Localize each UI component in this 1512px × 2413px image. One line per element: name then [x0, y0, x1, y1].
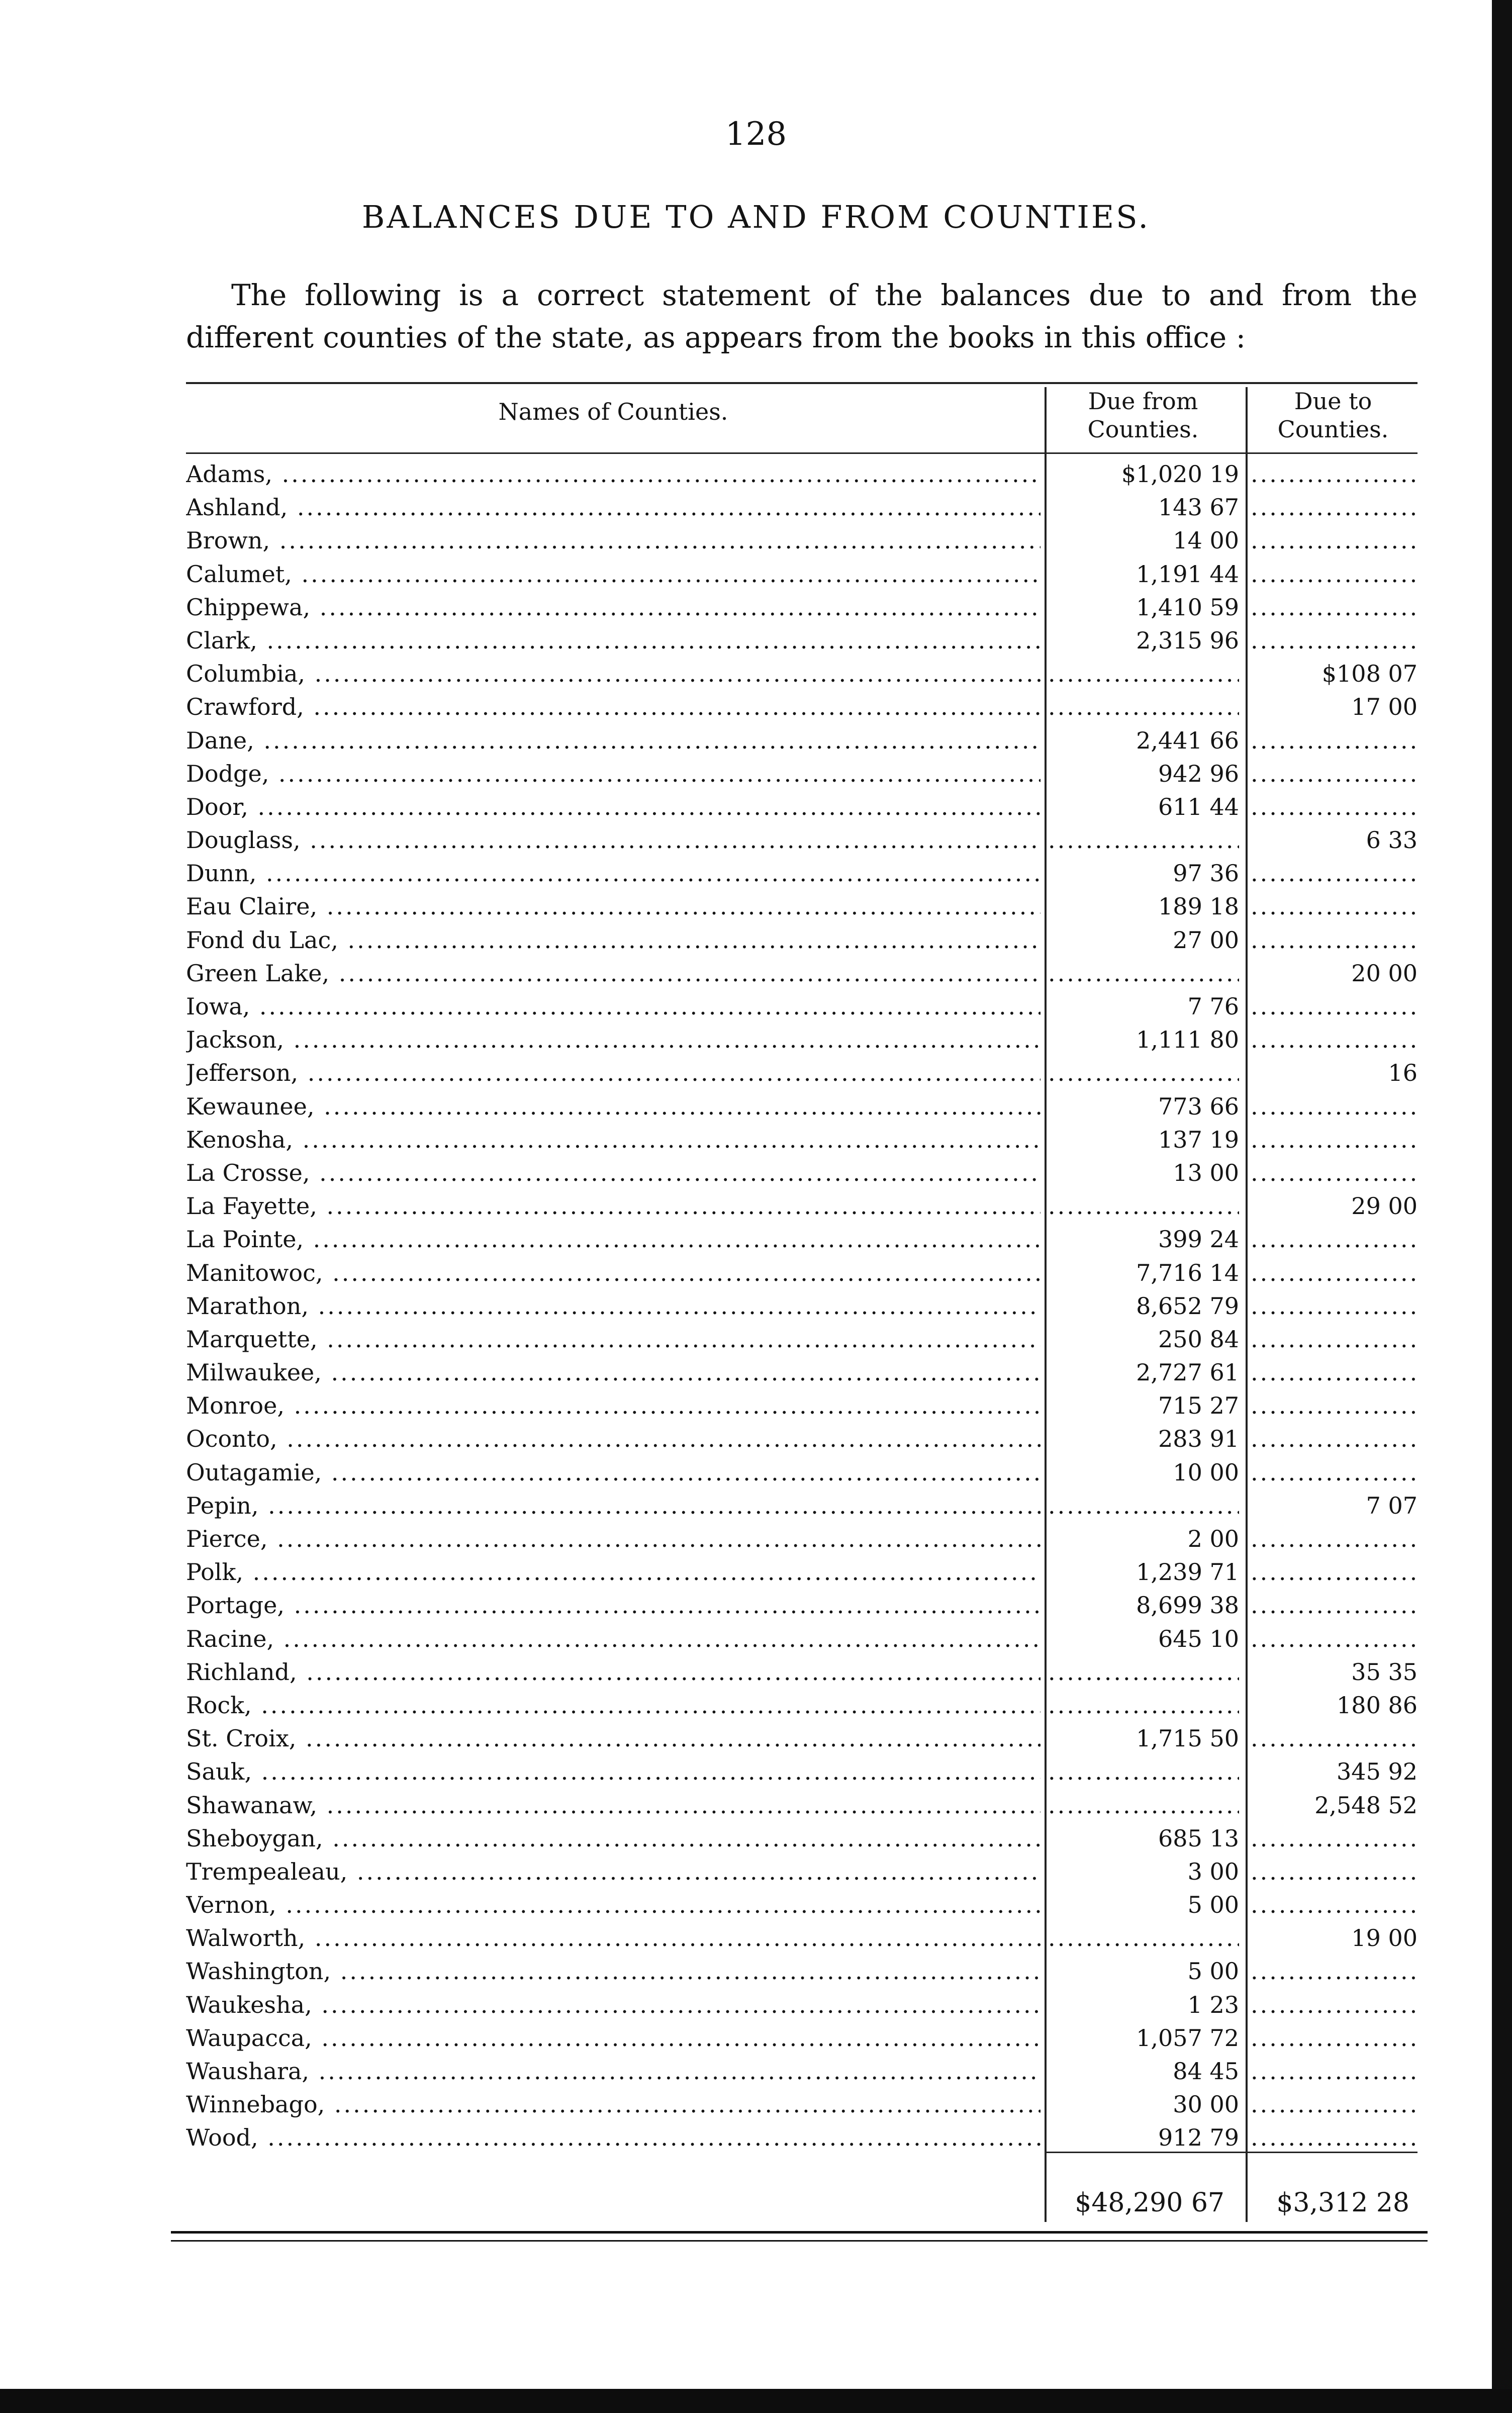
county-name: La Crosse, .....	[186, 1156, 1041, 1189]
county-name: Portage, .....	[186, 1589, 1041, 1622]
table-row	[186, 1223, 1418, 1256]
due-from-value	[1048, 657, 1239, 690]
due-to-value	[1251, 524, 1418, 557]
county-name: Waukesha, .....	[186, 1988, 1041, 2021]
table-row	[186, 1822, 1418, 1855]
table-row	[186, 757, 1418, 790]
due-from-value: 715 27	[1158, 1392, 1239, 1420]
table-row	[186, 957, 1418, 990]
county-name: Vernon, .....	[186, 1888, 1041, 1921]
due-from-value: 942 96	[1158, 760, 1239, 787]
due-to-value: 35 35	[1351, 1658, 1418, 1686]
county-name: La Fayette, .....	[186, 1189, 1041, 1223]
due-to-value: 16	[1388, 1059, 1418, 1087]
due-from-value: 10 00	[1173, 1458, 1239, 1486]
county-name: Waupacca, .....	[186, 2021, 1041, 2055]
county-name: Pepin, .....	[186, 1489, 1041, 1522]
county-name: Richland, .....	[186, 1655, 1041, 1689]
county-name: Marquette, .....	[186, 1323, 1041, 1356]
due-from-value	[1048, 957, 1239, 990]
county-name: Brown, .....	[186, 524, 1041, 557]
due-to-value: 17 00	[1351, 693, 1418, 721]
table-row	[186, 857, 1418, 890]
total-due-from: $48,290 67	[1075, 2188, 1224, 2218]
county-name: Trempealeau, .....	[186, 1855, 1041, 1888]
table-row	[186, 1888, 1418, 1921]
due-to-value	[1251, 1389, 1418, 1422]
table-row	[186, 624, 1418, 657]
table-row	[186, 2021, 1418, 2055]
county-name: Waushara, .....	[186, 2055, 1041, 2088]
due-from-value: 3 00	[1187, 1858, 1239, 1885]
due-from-value: $1,020 19	[1121, 460, 1239, 488]
due-from-value: 2,315 96	[1136, 626, 1239, 654]
due-from-value: 7 76	[1187, 993, 1239, 1020]
due-to-value: $108 07	[1321, 660, 1418, 688]
due-to-value	[1251, 990, 1418, 1023]
due-to-value	[1251, 1422, 1418, 1455]
due-to-value: 7 07	[1366, 1492, 1418, 1519]
table-row	[186, 1489, 1418, 1522]
due-from-value: 1,410 59	[1136, 593, 1239, 621]
due-to-value	[1251, 491, 1418, 524]
table-row	[186, 1655, 1418, 1689]
county-name: Oconto, .....	[186, 1422, 1041, 1455]
table-row	[186, 890, 1418, 923]
county-name: Shawanaw, .....	[186, 1789, 1041, 1822]
page-number: 128	[725, 116, 787, 153]
due-from-value: 84 45	[1173, 2058, 1239, 2085]
table-row	[186, 591, 1418, 624]
due-from-value: 8,699 38	[1136, 1592, 1239, 1619]
table-row	[186, 823, 1418, 857]
due-from-value: 5 00	[1187, 1891, 1239, 1919]
total-rule	[1247, 2152, 1418, 2153]
closing-rule	[171, 2240, 1428, 2242]
due-from-value: 399 24	[1158, 1226, 1239, 1253]
due-to-value: 345 92	[1337, 1758, 1418, 1786]
table-row	[186, 1389, 1418, 1422]
table-row	[186, 1955, 1418, 1988]
table-row	[186, 1289, 1418, 1323]
county-name: Pierce, .....	[186, 1522, 1041, 1555]
county-name: Chippewa, .....	[186, 591, 1041, 624]
header-rule	[186, 452, 1418, 454]
due-from-value: 1,239 71	[1136, 1558, 1239, 1586]
due-from-value: 14 00	[1173, 527, 1239, 554]
table-row	[186, 1256, 1418, 1289]
table-row	[186, 1522, 1418, 1555]
due-from-value: 912 79	[1158, 2124, 1239, 2152]
due-from-value: 27 00	[1173, 926, 1239, 954]
due-to-value	[1251, 457, 1418, 491]
county-name: Dane, .....	[186, 724, 1041, 757]
table-row	[186, 1323, 1418, 1356]
county-name: Adams, .....	[186, 457, 1041, 491]
due-to-value	[1251, 1456, 1418, 1489]
due-to-value: 6 33	[1366, 826, 1418, 854]
table-row	[186, 2088, 1418, 2121]
table-row	[186, 1422, 1418, 1455]
due-to-value	[1251, 857, 1418, 890]
county-name: Kenosha, .....	[186, 1123, 1041, 1156]
due-to-value	[1251, 1955, 1418, 1988]
due-to-value	[1251, 1888, 1418, 1921]
county-name: Sauk, .....	[186, 1755, 1041, 1788]
table-row	[186, 1855, 1418, 1888]
due-to-value: 19 00	[1351, 1924, 1418, 1952]
due-to-value	[1251, 1023, 1418, 1056]
due-from-value: 1,057 72	[1136, 2024, 1239, 2052]
table-row	[186, 1090, 1418, 1123]
due-to-value	[1251, 1855, 1418, 1888]
county-name: Washington, .....	[186, 1955, 1041, 1988]
intro-paragraph: The following is a correct statement of the balances due to and from the different counties of the state, as appears from the books in this office :	[186, 278, 1418, 354]
due-from-value	[1048, 1489, 1239, 1522]
due-from-value: 283 91	[1158, 1425, 1239, 1453]
due-from-value	[1048, 1921, 1239, 1955]
table-row	[186, 1622, 1418, 1655]
table-row	[186, 1988, 1418, 2021]
county-name: Douglass, .....	[186, 823, 1041, 857]
county-name: Kewaunee, .....	[186, 1090, 1041, 1123]
due-to-value	[1251, 923, 1418, 957]
due-from-value: 611 44	[1158, 793, 1239, 820]
county-name: Eau Claire, .....	[186, 890, 1041, 923]
county-name: Fond du Lac, .....	[186, 923, 1041, 957]
county-name: Walworth, .....	[186, 1921, 1041, 1955]
due-from-value	[1048, 1755, 1239, 1788]
table-row	[186, 1689, 1418, 1722]
due-from-value: 773 66	[1158, 1092, 1239, 1120]
total-rule	[1046, 2152, 1246, 2153]
table-row	[186, 1789, 1418, 1822]
table-row	[186, 923, 1418, 957]
due-to-value	[1251, 1822, 1418, 1855]
table-row	[186, 1589, 1418, 1622]
county-name: Door, .....	[186, 790, 1041, 823]
due-from-value	[1048, 1056, 1239, 1089]
due-to-value	[1251, 624, 1418, 657]
closing-rule	[171, 2231, 1428, 2234]
table-row	[186, 990, 1418, 1023]
due-from-value: 8,652 79	[1136, 1292, 1239, 1320]
due-from-value: 7,716 14	[1136, 1259, 1239, 1286]
county-name: Winnebago, .....	[186, 2088, 1041, 2121]
due-from-value: 2 00	[1187, 1525, 1239, 1552]
county-name: Jackson, .....	[186, 1023, 1041, 1056]
due-to-value	[1251, 1256, 1418, 1289]
table-row	[186, 1755, 1418, 1788]
county-balance-table	[186, 457, 1418, 2155]
county-name: La Pointe, .....	[186, 1223, 1041, 1256]
due-from-value: 30 00	[1173, 2091, 1239, 2118]
county-name: Calumet, .....	[186, 558, 1041, 591]
column-header-names: Names of Counties.	[498, 398, 728, 425]
table-row	[186, 1023, 1418, 1056]
due-from-value: 143 67	[1158, 494, 1239, 521]
county-name: Columbia, .....	[186, 657, 1041, 690]
county-name: Wood, .....	[186, 2121, 1041, 2154]
table-row	[186, 1456, 1418, 1489]
table-row	[186, 491, 1418, 524]
due-to-value	[1251, 2055, 1418, 2088]
table-row	[186, 657, 1418, 690]
due-to-value	[1251, 558, 1418, 591]
column-header-due-to: Due to Counties.	[1277, 388, 1389, 443]
county-name: Racine, .....	[186, 1622, 1041, 1655]
due-to-value: 20 00	[1351, 959, 1418, 987]
due-from-value: 685 13	[1158, 1824, 1239, 1852]
due-to-value	[1251, 2121, 1418, 2154]
due-to-value	[1251, 890, 1418, 923]
table-row	[186, 1056, 1418, 1089]
due-to-value	[1251, 1323, 1418, 1356]
county-name: Manitowoc, .....	[186, 1256, 1041, 1289]
table-row	[186, 1189, 1418, 1223]
table-row	[186, 2121, 1418, 2154]
due-to-value	[1251, 2021, 1418, 2055]
county-name: Clark, .....	[186, 624, 1041, 657]
table-row	[186, 1156, 1418, 1189]
table-row	[186, 690, 1418, 723]
due-to-value: 180 86	[1337, 1691, 1418, 1719]
due-from-value: 1 23	[1187, 1991, 1239, 2018]
county-name: Monroe, .....	[186, 1389, 1041, 1422]
due-to-value	[1251, 591, 1418, 624]
table-row	[186, 1356, 1418, 1389]
due-from-value	[1048, 1189, 1239, 1223]
table-header	[186, 387, 1418, 452]
due-from-value: 5 00	[1187, 1958, 1239, 1985]
table-row	[186, 457, 1418, 491]
county-name: Dunn, .....	[186, 857, 1041, 890]
table-row	[186, 1921, 1418, 1955]
county-name: Crawford, .....	[186, 690, 1041, 723]
county-name: Milwaukee, .....	[186, 1356, 1041, 1389]
due-from-value	[1048, 1789, 1239, 1822]
due-to-value	[1251, 1988, 1418, 2021]
due-from-value: 2,441 66	[1136, 726, 1239, 754]
table-row	[186, 524, 1418, 557]
county-name: Iowa, .....	[186, 990, 1041, 1023]
total-due-to: $3,312 28	[1276, 2188, 1409, 2218]
page-title: BALANCES DUE TO AND FROM COUNTIES.	[361, 199, 1151, 235]
due-to-value	[1251, 1123, 1418, 1156]
due-to-value	[1251, 790, 1418, 823]
table-row	[186, 790, 1418, 823]
due-from-value: 250 84	[1158, 1325, 1239, 1353]
county-name: St. Croix, .....	[186, 1722, 1041, 1755]
due-from-value	[1048, 823, 1239, 857]
table-row	[186, 1123, 1418, 1156]
county-name: Ashland, .....	[186, 491, 1041, 524]
county-name: Marathon, .....	[186, 1289, 1041, 1323]
due-to-value: 29 00	[1351, 1192, 1418, 1220]
due-to-value	[1251, 1555, 1418, 1589]
due-from-value	[1048, 1689, 1239, 1722]
county-name: Dodge, .....	[186, 757, 1041, 790]
county-name: Rock, .....	[186, 1689, 1041, 1722]
column-header-due-from: Due from Counties.	[1087, 388, 1199, 443]
table-top-rule	[186, 382, 1418, 384]
due-to-value	[1251, 1289, 1418, 1323]
table-row	[186, 2055, 1418, 2088]
due-from-value	[1048, 690, 1239, 723]
county-name: Polk, .....	[186, 1555, 1041, 1589]
due-from-value: 137 19	[1158, 1126, 1239, 1153]
table-row	[186, 558, 1418, 591]
due-from-value: 1,715 50	[1136, 1725, 1239, 1752]
due-from-value	[1048, 1655, 1239, 1689]
due-to-value	[1251, 1223, 1418, 1256]
county-name: Sheboygan, .....	[186, 1822, 1041, 1855]
scan-bottom-edge	[0, 2389, 1512, 2413]
table-row	[186, 724, 1418, 757]
due-from-value: 13 00	[1173, 1159, 1239, 1186]
due-to-value	[1251, 1722, 1418, 1755]
due-from-value: 645 10	[1158, 1625, 1239, 1652]
due-to-value: 2,548 52	[1314, 1791, 1418, 1819]
county-name: Green Lake, .....	[186, 957, 1041, 990]
due-from-value: 189 18	[1158, 893, 1239, 920]
due-from-value: 1,111 80	[1136, 1026, 1239, 1054]
due-to-value	[1251, 1156, 1418, 1189]
due-to-value	[1251, 724, 1418, 757]
due-to-value	[1251, 1356, 1418, 1389]
due-from-value: 2,727 61	[1136, 1359, 1239, 1386]
table-row	[186, 1555, 1418, 1589]
due-to-value	[1251, 757, 1418, 790]
due-from-value: 97 36	[1173, 860, 1239, 887]
table-row	[186, 1722, 1418, 1755]
due-to-value	[1251, 1622, 1418, 1655]
due-to-value	[1251, 1589, 1418, 1622]
county-name: Outagamie, .....	[186, 1456, 1041, 1489]
due-from-value: 1,191 44	[1136, 560, 1239, 588]
due-to-value	[1251, 1522, 1418, 1555]
scan-edge	[1492, 0, 1512, 2413]
due-to-value	[1251, 2088, 1418, 2121]
due-to-value	[1251, 1090, 1418, 1123]
county-name: Jefferson, .....	[186, 1056, 1041, 1089]
